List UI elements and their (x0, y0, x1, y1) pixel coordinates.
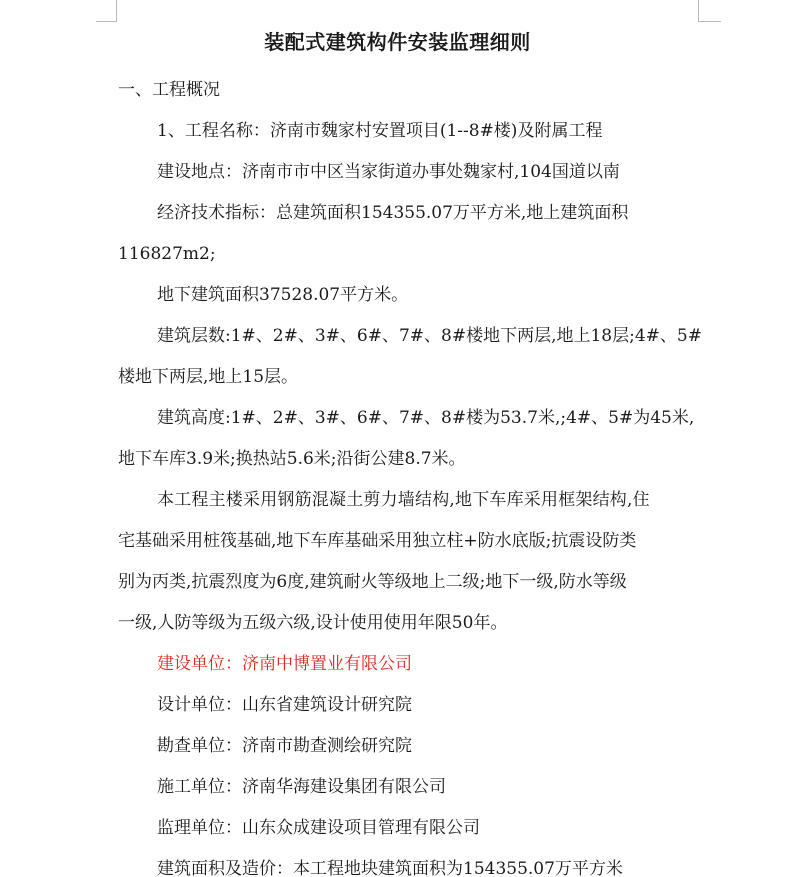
paragraph-line: 建筑层数:1#、2#、3#、6#、7#、8#楼地下两层,地上18层;4#、5# (157, 326, 702, 346)
paragraph-line: 本工程主楼采用钢筋混凝土剪力墙结构,地下车库采用框架结构,住 (157, 490, 650, 510)
paragraph-line: 楼地下两层,地上15层。 (118, 367, 299, 387)
survey-unit-line: 勘查单位：济南市勘查测绘研究院 (157, 736, 412, 756)
section-heading: 一、工程概况 (118, 80, 220, 100)
paragraph-line: 116827m2; (118, 244, 216, 264)
crop-mark-top-left (96, 0, 117, 22)
supervision-unit-line: 监理单位：山东众成建设项目管理有限公司 (157, 818, 480, 838)
contractor-unit-line: 施工单位：济南华海建设集团有限公司 (157, 777, 446, 797)
paragraph-line: 建筑面积及造价：本工程地块建筑面积为154355.07万平方米 (157, 859, 623, 877)
paragraph-line: 建筑高度:1#、2#、3#、6#、7#、8#楼为53.7米,;4#、5#为45米, (157, 408, 695, 428)
paragraph-line: 建设地点：济南市市中区当家街道办事处魏家村,104国道以南 (157, 162, 620, 182)
document-title: 装配式建筑构件安装监理细则 (264, 30, 531, 54)
paragraph-line: 一级,人防等级为五级六级,设计使用使用年限50年。 (118, 613, 508, 633)
paragraph-line: 经济技术指标：总建筑面积154355.07万平方米,地上建筑面积 (157, 203, 629, 223)
document-body (118, 70, 702, 877)
design-unit-line: 设计单位：山东省建筑设计研究院 (157, 695, 412, 715)
crop-mark-top-right (698, 0, 721, 22)
paragraph-line: 地下建筑面积37528.07平方米。 (157, 285, 409, 305)
paragraph-line: 1、工程名称：济南市魏家村安置项目(1--8#楼)及附属工程 (157, 121, 603, 141)
construction-unit-line: 建设单位：济南中博置业有限公司 (157, 654, 412, 674)
paragraph-line: 宅基础采用桩筏基础,地下车库基础采用独立柱+防水底版;抗震设防类 (118, 531, 637, 551)
paragraph-line: 地下车库3.9米;换热站5.6米;沿街公建8.7米。 (118, 449, 466, 469)
paragraph-line: 别为丙类,抗震烈度为6度,建筑耐火等级地上二级;地下一级,防水等级 (118, 572, 627, 592)
